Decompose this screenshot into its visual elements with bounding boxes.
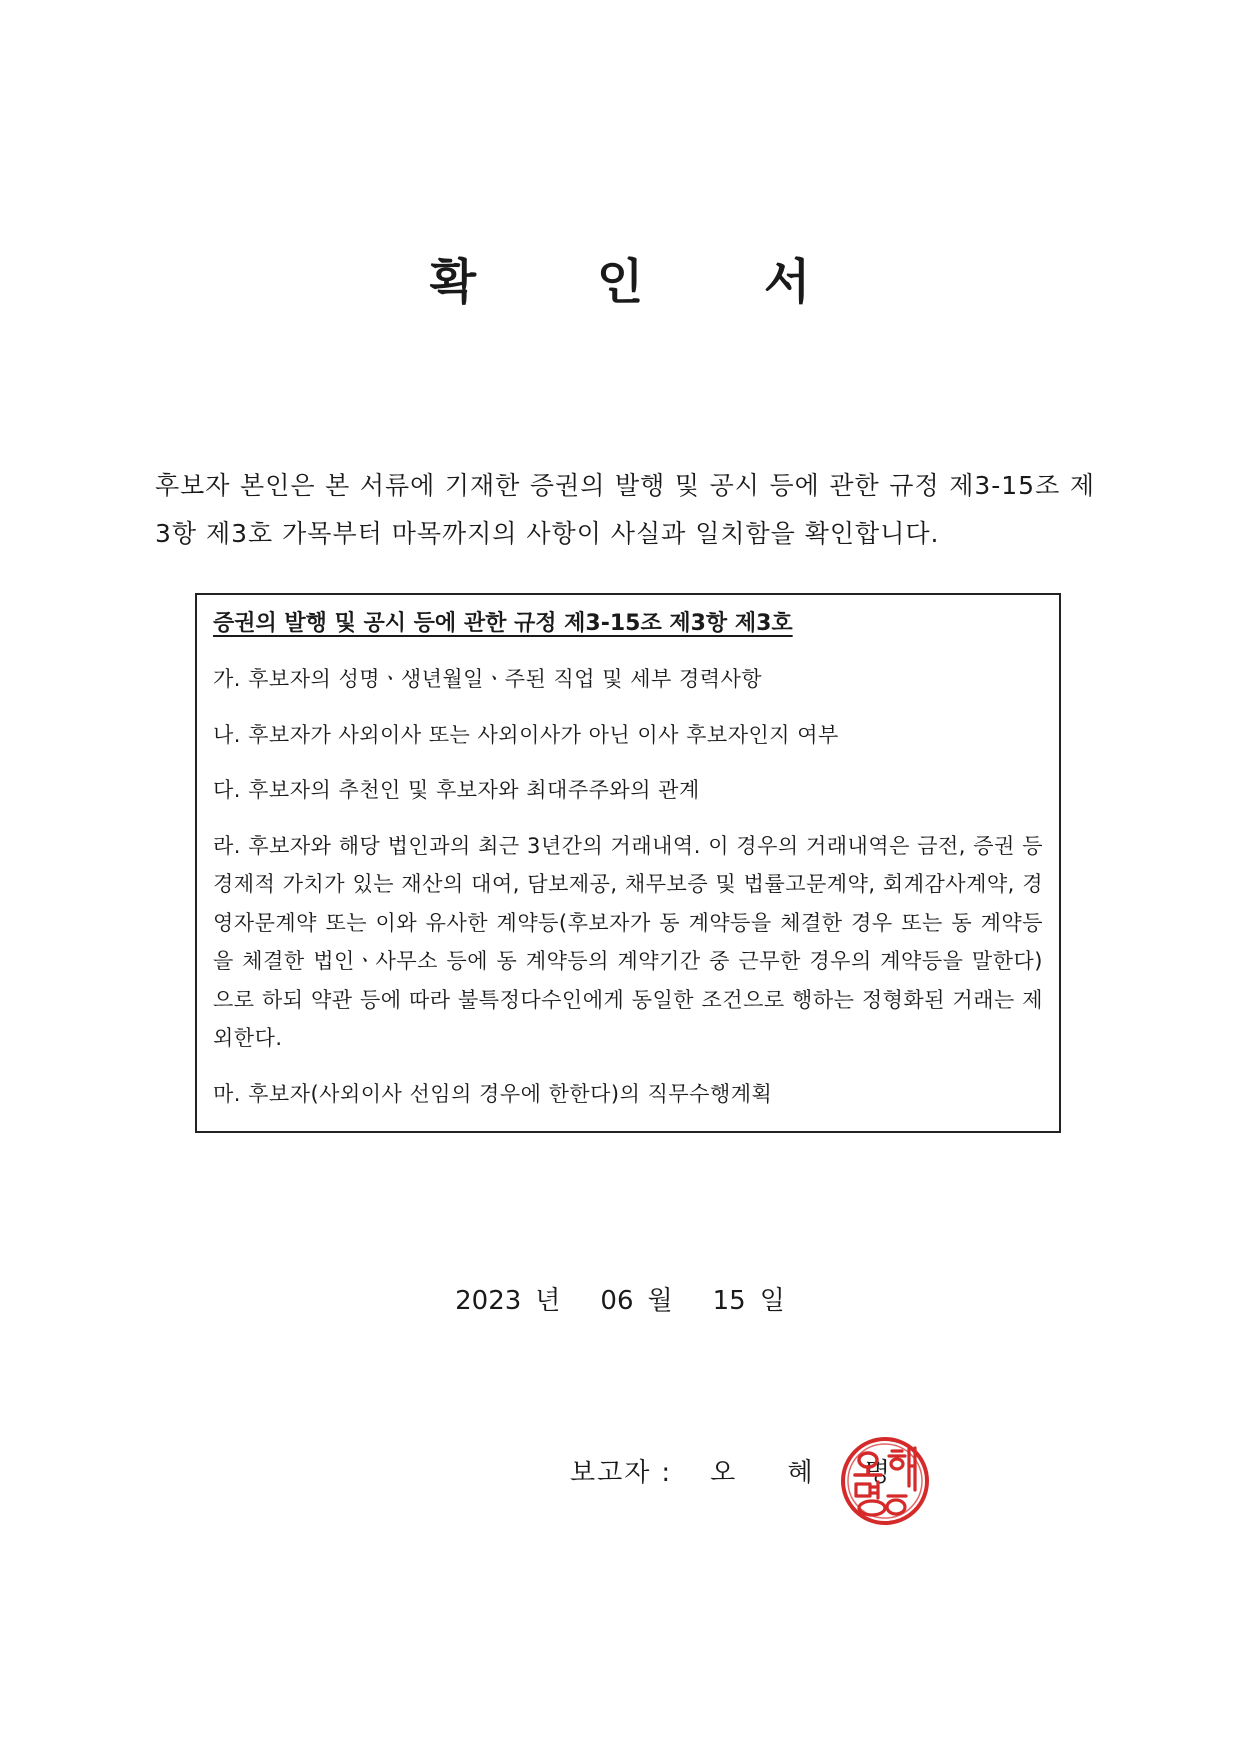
date-day-unit: 일	[759, 1286, 785, 1316]
regulation-item-ma: 마. 후보자(사외이사 선임의 경우에 한한다)의 직무수행계획	[213, 1081, 773, 1106]
date-month-unit: 월	[647, 1286, 673, 1316]
seal-stamp-icon	[838, 1434, 932, 1528]
regulation-item-ra: 라. 후보자와 해당 법인과의 최근 3년간의 거래내역. 이 경우의 거래내역은 금전, 증권 등 경제적 가치가 있는 재산의 대여, 담보제공, 채무보증 및 법률고문계약, 회계감사계약, 경영자문계약 또는 이와 유사한 계약등(후보자가 동 계약등을 체결한 경우 또는 동 계약등을 체결한 법인ㆍ사무소 등에 동 계약등의 계약기간 중 근무한 경우의 계약등을 말한다)으로 하되 약관 등에 따라 불특정다수인에게 동일한 조건으로 행하는 정형화된 거래는 제외한다.	[213, 833, 1043, 1050]
date-day: 15	[712, 1286, 746, 1316]
regulation-item-da: 다. 후보자의 추천인 및 후보자와 최대주주와의 관계	[213, 778, 700, 802]
date-month: 06	[600, 1286, 634, 1316]
intro-paragraph: 후보자 본인은 본 서류에 기재한 증권의 발행 및 공시 등에 관한 규정 제3-15조 제3항 제3호 가목부터 마목까지의 사항이 사실과 일치함을 확인합니다.	[155, 471, 1095, 548]
reporter-name: 오 혜 명	[710, 1458, 913, 1488]
regulation-item-ga: 가. 후보자의 성명ㆍ생년월일ㆍ주된 직업 및 세부 경력사항	[213, 667, 763, 691]
document-date	[0, 1280, 1240, 1317]
reporter-label: 보고자	[570, 1458, 652, 1488]
regulation-heading: 증권의 발행 및 공시 등에 관한 규정 제3-15조 제3항 제3호	[213, 611, 793, 636]
reporter-colon: :	[661, 1458, 671, 1488]
date-year: 2023	[455, 1286, 522, 1316]
date-year-unit: 년	[535, 1286, 561, 1316]
document-title: 확 인 서	[429, 254, 863, 310]
regulation-item-na: 나. 후보자가 사외이사 또는 사외이사가 아닌 이사 후보자인지 여부	[213, 722, 839, 747]
regulation-box	[195, 593, 1061, 1133]
